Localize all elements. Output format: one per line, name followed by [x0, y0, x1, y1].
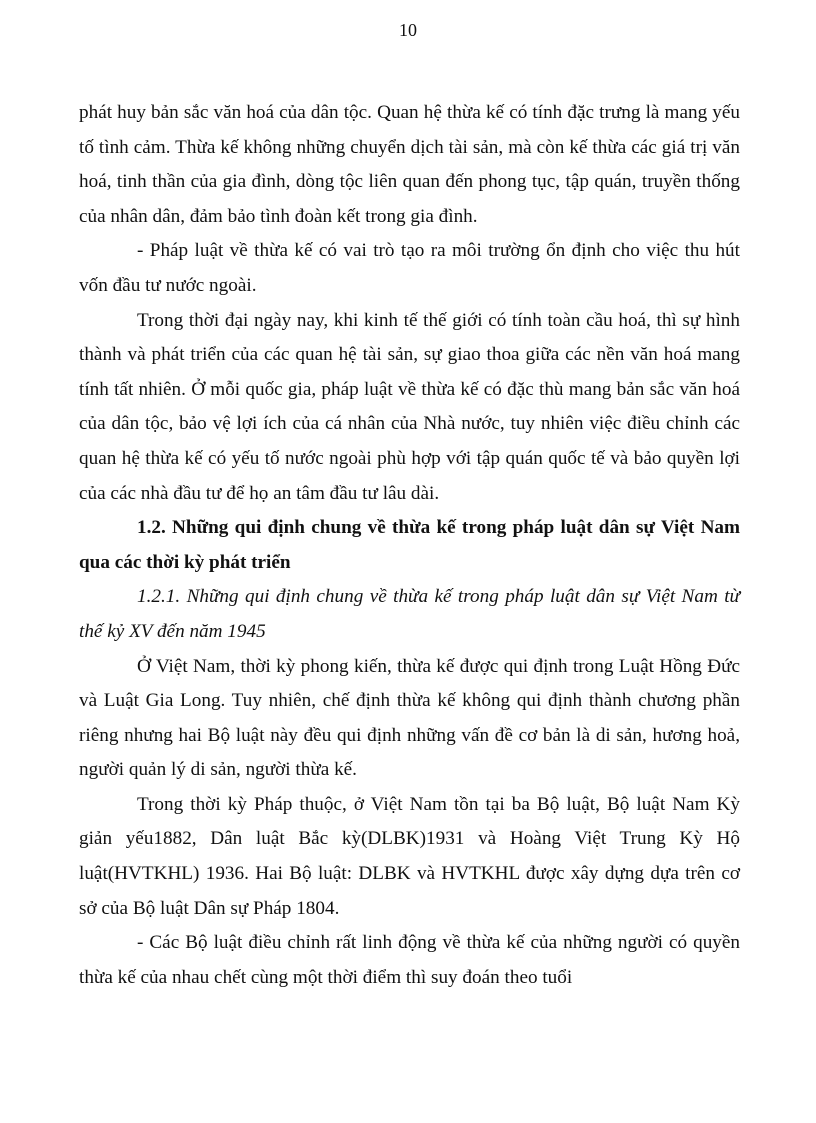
document-body: [79, 96, 740, 995]
paragraph: Ở Việt Nam, thời kỳ phong kiến, thừa kế được qui định trong Luật Hồng Đức và Luật Gia Long. Tuy nhiên, chế định thừa kế không qui định thành chương phần riêng nhưng hai Bộ luật này đều qui định những vấn đề cơ bản là di sản, hương hoả, người quản lý di sản, người thừa kế.: [79, 655, 740, 781]
section-heading: 1.2. Những qui định chung về thừa kế trong pháp luật dân sự Việt Nam qua các thời kỳ phát triển: [79, 517, 740, 573]
paragraph: Trong thời kỳ Pháp thuộc, ở Việt Nam tồn tại ba Bộ luật, Bộ luật Nam Kỳ giản yếu1882, Dân luật Bắc kỳ(DLBK)1931 và Hoàng Việt Trung Kỳ Hộ luật(HVTKHL) 1936. Hai Bộ luật: DLBK và HVTKHL được xây dựng dựa trên cơ sở của Bộ luật Dân sự Pháp 1804.: [79, 793, 740, 919]
paragraph: - Các Bộ luật điều chỉnh rất linh động về thừa kế của những người có quyền thừa kế của nhau chết cùng một thời điểm thì suy đoán theo tuổi: [79, 932, 740, 988]
page-number: 10: [399, 20, 417, 40]
subsection-heading: 1.2.1. Những qui định chung về thừa kế trong pháp luật dân sự Việt Nam từ thế kỷ XV đến năm 1945: [79, 586, 740, 642]
paragraph: phát huy bản sắc văn hoá của dân tộc. Quan hệ thừa kế có tính đặc trưng là mang yếu tố tình cảm. Thừa kế không những chuyển dịch tài sản, mà còn kế thừa các giá trị văn hoá, tinh thần của gia đình, dòng tộc liên quan đến phong tục, tập quán, truyền thống của nhân dân, đảm bảo tình đoàn kết trong gia đình.: [79, 102, 740, 227]
paragraph: - Pháp luật về thừa kế có vai trò tạo ra môi trường ổn định cho việc thu hút vốn đầu tư nước ngoài.: [79, 240, 740, 296]
paragraph: Trong thời đại ngày nay, khi kinh tế thế giới có tính toàn cầu hoá, thì sự hình thành và phát triển của các quan hệ tài sản, sự giao thoa giữa các nền văn hoá mang tính tất nhiên. Ở mỗi quốc gia, pháp luật về thừa kế có đặc thù mang bản sắc văn hoá của dân tộc, bảo vệ lợi ích của cá nhân của Nhà nước, tuy nhiên việc điều chỉnh các quan hệ thừa kế có yếu tố nước ngoài phù hợp với tập quán quốc tế và bảo quyền lợi của các nhà đầu tư để họ an tâm đầu tư lâu dài.: [79, 309, 740, 504]
